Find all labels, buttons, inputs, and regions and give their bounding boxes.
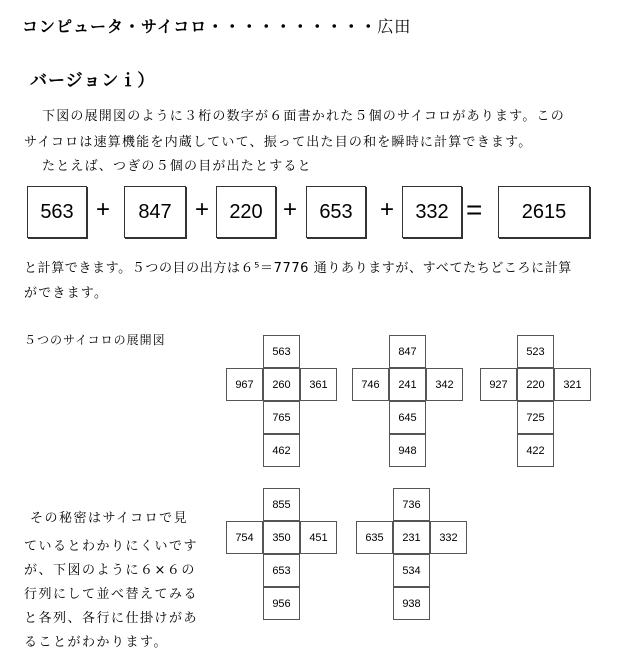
version-heading: バージョンｉ）	[30, 71, 156, 91]
die-3-face-bottom: 422	[517, 434, 554, 467]
die-1-face-below: 765	[263, 401, 300, 434]
die-2-face-top: 847	[389, 335, 426, 368]
plus-sign: +	[195, 196, 210, 223]
plus-sign: +	[96, 196, 111, 223]
intro-line-2: サイコロは速算機能を内蔵していて、振って出た目の和を瞬時に計算できます。	[24, 135, 533, 150]
die-4-face-below: 653	[263, 554, 300, 587]
after-equation-line-1: と計算できます。５つの目の出方は６⁵＝7776 通りありますが、すべてたちどころに計算	[24, 261, 572, 276]
die-2-face-bottom: 948	[389, 434, 426, 467]
die-3-face-below: 725	[517, 401, 554, 434]
die-5-face-bottom: 938	[393, 587, 430, 620]
die-2-face-center: 241	[389, 368, 426, 401]
equation-term-1: 563	[27, 186, 87, 238]
die-1-face-top: 563	[263, 335, 300, 368]
die-1-face-bottom: 462	[263, 434, 300, 467]
die-2-face-left: 746	[352, 368, 389, 401]
die-4-face-center: 350	[263, 521, 300, 554]
die-3-face-left: 927	[480, 368, 517, 401]
secret-line-3: が、下図のように６×６の	[24, 563, 196, 578]
secret-line-1: その秘密はサイコロで見	[30, 511, 189, 526]
secret-line-4: 行列にして並べ替えてみる	[24, 587, 199, 602]
secret-line-6: ることがわかります。	[24, 635, 168, 650]
die-5-face-top: 736	[393, 488, 430, 521]
dice-nets-label: ５つのサイコロの展開図	[24, 333, 166, 347]
intro-line-3: たとえば、つぎの５個の目が出たとすると	[42, 159, 312, 174]
die-1-face-left: 967	[226, 368, 263, 401]
die-4-face-bottom: 956	[263, 587, 300, 620]
after-equation-line-2: ができます。	[24, 286, 109, 301]
die-5-face-left: 635	[356, 521, 393, 554]
plus-sign: +	[283, 196, 298, 223]
secret-line-5: と各列、各行に仕掛けがあ	[24, 611, 199, 626]
die-2-face-below: 645	[389, 401, 426, 434]
title-text: コンピュータ・サイコロ・・・・・・・・・・	[22, 17, 378, 36]
secret-line-2: ているとわかりにくいです	[24, 539, 199, 554]
equation-result: 2615	[498, 186, 590, 238]
equation-term-2: 847	[124, 186, 186, 238]
equals-sign: =	[466, 194, 483, 225]
die-5-face-below: 534	[393, 554, 430, 587]
die-3-face-top: 523	[517, 335, 554, 368]
intro-line-1: 下図の展開図のように３桁の数字が６面書かれた５個のサイコロがあります。この	[42, 109, 565, 124]
die-1-face-center: 260	[263, 368, 300, 401]
die-5-face-right: 332	[430, 521, 467, 554]
equation-term-3: 220	[216, 186, 276, 238]
die-3-face-right: 321	[554, 368, 591, 401]
author-name: 広田	[377, 17, 412, 36]
die-1-face-right: 361	[300, 368, 337, 401]
equation-term-5: 332	[402, 186, 462, 238]
die-4-face-top: 855	[263, 488, 300, 521]
die-4-face-left: 754	[226, 521, 263, 554]
plus-sign: +	[380, 196, 395, 223]
equation-term-4: 653	[306, 186, 366, 238]
die-5-face-center: 231	[393, 521, 430, 554]
die-3-face-center: 220	[517, 368, 554, 401]
die-2-face-right: 342	[426, 368, 463, 401]
die-4-face-right: 451	[300, 521, 337, 554]
page-title	[22, 14, 411, 37]
